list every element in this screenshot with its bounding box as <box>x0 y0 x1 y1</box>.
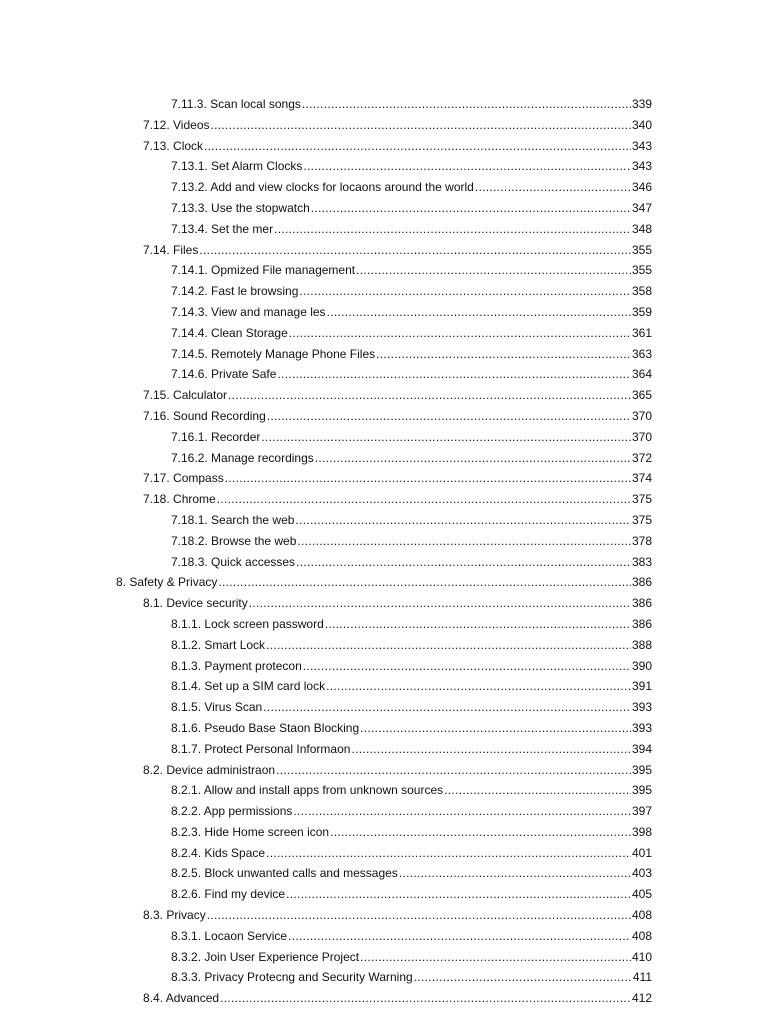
toc-entry-title: 7.16.2. Manage recordings <box>171 450 314 465</box>
toc-entry-title: 7.18.3. Quick accesses <box>171 554 296 569</box>
toc-entry[interactable] <box>0 240 768 261</box>
toc-page-number: 410 <box>631 949 652 964</box>
toc-page-number: 411 <box>632 970 652 985</box>
toc-page-number: 347 <box>631 200 652 215</box>
toc-entry[interactable] <box>0 656 768 677</box>
toc-entry-title: 7.17. Compass <box>143 471 224 486</box>
toc-entry-title: 8.1. Device security <box>143 596 248 611</box>
toc-dot-leader <box>414 967 632 988</box>
toc-page-number: 393 <box>631 700 652 715</box>
toc-entry[interactable] <box>0 780 768 801</box>
toc-page-number: 363 <box>631 346 652 361</box>
toc-entry-title: 8.2.5. Block unwanted calls and messages <box>171 866 398 881</box>
toc-page-number: 361 <box>631 325 652 340</box>
toc-entry[interactable] <box>0 94 768 115</box>
toc-entry-title: 7.13.2. Add and view clocks for locaons around the world <box>171 180 474 195</box>
toc-page-number: 386 <box>631 616 652 631</box>
toc-entry[interactable] <box>0 884 768 905</box>
toc-page-number: 391 <box>631 679 652 694</box>
toc-page-number: 340 <box>631 117 652 132</box>
toc-entry[interactable] <box>0 614 768 635</box>
toc-dot-leader <box>356 260 631 281</box>
toc-entry[interactable] <box>0 302 768 323</box>
toc-dot-leader <box>296 552 631 573</box>
toc-page-number: 408 <box>631 908 652 923</box>
toc-page-number: 378 <box>631 533 652 548</box>
toc-entry-title: 7.16.1. Recorder <box>171 429 261 444</box>
toc-entry-title: 8.1.6. Pseudo Base Staon Blocking <box>171 720 360 735</box>
toc-entry[interactable] <box>0 136 768 157</box>
toc-entry[interactable] <box>0 739 768 760</box>
toc-entry[interactable] <box>0 219 768 240</box>
toc-dot-leader <box>225 468 631 489</box>
toc-entry-title: 8.1.5. Virus Scan <box>171 700 263 715</box>
toc-entry-title: 7.14. Files <box>143 242 199 257</box>
toc-entry-title: 8.3.2. Join User Experience Project <box>171 949 360 964</box>
toc-dot-leader <box>204 136 631 157</box>
toc-entry-title: 8.2. Device administraon <box>143 762 276 777</box>
toc-entry[interactable] <box>0 926 768 947</box>
toc-entry[interactable] <box>0 676 768 697</box>
toc-entry-title: 7.14.1. Opmized File management <box>171 263 356 278</box>
toc-entry[interactable] <box>0 635 768 656</box>
toc-page-number: 401 <box>631 845 652 860</box>
table-of-contents <box>0 94 768 1009</box>
toc-entry[interactable] <box>0 801 768 822</box>
toc-page-number: 395 <box>631 783 652 798</box>
toc-page-number: 375 <box>631 512 652 527</box>
toc-page-number: 339 <box>631 97 652 111</box>
toc-dot-leader <box>293 801 631 822</box>
toc-entry-title: 7.13. Clock <box>143 138 204 153</box>
toc-page-number: 348 <box>631 221 652 236</box>
toc-entry-title: 7.13.4. Set the mer <box>171 221 274 236</box>
toc-entry[interactable] <box>0 364 768 385</box>
toc-page-number: 412 <box>631 991 652 1006</box>
toc-dot-leader <box>302 94 631 115</box>
toc-entry-title: 7.12. Videos <box>143 117 210 132</box>
toc-dot-leader <box>218 572 631 593</box>
toc-entry[interactable] <box>0 572 768 593</box>
toc-entry-title: 8.1.2. Smart Lock <box>171 637 266 652</box>
toc-dot-leader <box>267 406 631 427</box>
toc-page-number: 403 <box>631 866 652 881</box>
toc-dot-leader <box>289 323 631 344</box>
toc-entry[interactable] <box>0 510 768 531</box>
toc-entry-title: 7.13.3. Use the stopwatch <box>171 200 310 215</box>
toc-page-number: 343 <box>631 159 652 174</box>
toc-entry-title: 7.14.3. View and manage les <box>171 304 326 319</box>
toc-entry-title: 7.13.1. Set Alarm Clocks <box>171 159 303 174</box>
toc-entry-title: 8.1.4. Set up a SIM card lock <box>171 679 326 694</box>
toc-dot-leader <box>327 302 631 323</box>
toc-dot-leader <box>326 676 631 697</box>
toc-dot-leader <box>261 427 631 448</box>
toc-page-number: 395 <box>631 762 652 777</box>
toc-dot-leader <box>220 988 631 1009</box>
toc-entry-title: 8. Safety & Privacy <box>116 575 218 590</box>
toc-dot-leader <box>376 344 631 365</box>
toc-entry[interactable] <box>0 718 768 739</box>
toc-entry-title: 8.2.1. Allow and install apps from unknown sources <box>171 783 444 798</box>
toc-dot-leader <box>360 718 631 739</box>
toc-page-number: 386 <box>631 575 652 590</box>
toc-entry-title: 7.14.4. Clean Storage <box>171 325 288 340</box>
toc-dot-leader <box>360 947 631 968</box>
toc-page-number: 390 <box>631 658 652 673</box>
toc-dot-leader <box>211 115 631 136</box>
toc-page-number: 393 <box>631 720 652 735</box>
toc-entry[interactable] <box>0 260 768 281</box>
toc-dot-leader <box>399 863 631 884</box>
toc-entry-title: 8.3.3. Privacy Protecng and Security Warning <box>171 970 413 985</box>
toc-entry[interactable] <box>0 905 768 926</box>
toc-entry[interactable] <box>0 697 768 718</box>
toc-entry-title: 7.14.2. Fast le browsing <box>171 284 299 299</box>
toc-dot-leader <box>444 780 631 801</box>
toc-dot-leader <box>199 240 631 261</box>
toc-dot-leader <box>263 697 631 718</box>
toc-entry-title: 8.2.2. App permissions <box>171 804 293 819</box>
toc-entry[interactable] <box>0 489 768 510</box>
toc-dot-leader <box>207 905 631 926</box>
toc-entry[interactable] <box>0 863 768 884</box>
toc-entry-title: 8.1.7. Protect Personal Informaon <box>171 741 351 756</box>
toc-page-number: 359 <box>631 304 652 319</box>
toc-page-number: 397 <box>631 804 652 819</box>
toc-entry-title: 8.1.3. Payment protecon <box>171 658 302 673</box>
toc-entry-title: 7.16. Sound Recording <box>143 408 266 423</box>
toc-page-number: 370 <box>631 429 652 444</box>
toc-entry[interactable] <box>0 177 768 198</box>
toc-page-number: 372 <box>631 450 652 465</box>
toc-page-number: 374 <box>631 471 652 486</box>
toc-entry[interactable] <box>0 198 768 219</box>
toc-entry-title: 8.2.4. Kids Space <box>171 845 266 860</box>
toc-entry-title: 8.3. Privacy <box>143 908 206 923</box>
toc-entry[interactable] <box>0 323 768 344</box>
toc-dot-leader <box>228 385 631 406</box>
toc-entry[interactable] <box>0 552 768 573</box>
toc-dot-leader <box>475 177 631 198</box>
toc-entry[interactable] <box>0 593 768 614</box>
toc-entry[interactable] <box>0 115 768 136</box>
toc-page-number: 388 <box>631 637 652 652</box>
toc-page-number: 346 <box>631 180 652 195</box>
toc-page-number: 355 <box>631 242 652 257</box>
toc-entry-title: 7.14.5. Remotely Manage Phone Files <box>171 346 376 361</box>
toc-dot-leader <box>299 281 631 302</box>
toc-entry-title: 7.11.3. Scan local songs <box>171 97 301 111</box>
toc-entry-title: 7.18. Chrome <box>143 492 216 507</box>
toc-dot-leader <box>266 843 631 864</box>
toc-page-number: 355 <box>631 263 652 278</box>
toc-dot-leader <box>325 614 631 635</box>
toc-entry-title: 7.18.2. Browse the web <box>171 533 297 548</box>
toc-page-number: 405 <box>631 887 652 902</box>
toc-entry[interactable] <box>0 344 768 365</box>
toc-dot-leader <box>217 489 631 510</box>
toc-entry-title: 8.2.6. Find my device <box>171 887 286 902</box>
toc-dot-leader <box>303 656 631 677</box>
toc-page-number: 398 <box>631 824 652 839</box>
toc-page-number: 375 <box>631 492 652 507</box>
toc-entry[interactable] <box>0 760 768 781</box>
toc-entry-title: 7.15. Calculator <box>143 388 228 403</box>
toc-entry-title: 8.1.1. Lock screen password <box>171 616 324 631</box>
toc-entry[interactable] <box>0 156 768 177</box>
toc-entry[interactable] <box>0 281 768 302</box>
toc-entry[interactable] <box>0 843 768 864</box>
toc-entry-title: 8.2.3. Hide Home screen icon <box>171 824 330 839</box>
toc-dot-leader <box>266 635 631 656</box>
toc-page-number: 370 <box>631 408 652 423</box>
toc-dot-leader <box>351 739 631 760</box>
toc-dot-leader <box>274 219 631 240</box>
toc-page-number: 365 <box>631 388 652 403</box>
toc-dot-leader <box>288 926 631 947</box>
toc-dot-leader <box>297 531 631 552</box>
toc-page-number: 386 <box>631 596 652 611</box>
toc-dot-leader <box>303 156 631 177</box>
toc-dot-leader <box>295 510 631 531</box>
toc-entry[interactable] <box>0 947 768 968</box>
toc-entry[interactable] <box>0 822 768 843</box>
toc-page-number: 394 <box>631 741 652 756</box>
toc-entry[interactable] <box>0 406 768 427</box>
toc-entry-title: 8.4. Advanced <box>143 991 220 1006</box>
toc-dot-leader <box>330 822 631 843</box>
toc-entry[interactable] <box>0 427 768 448</box>
toc-entry[interactable] <box>0 468 768 489</box>
toc-entry[interactable] <box>0 988 768 1009</box>
toc-entry[interactable] <box>0 448 768 469</box>
toc-page-number: 383 <box>631 554 652 569</box>
toc-entry[interactable] <box>0 967 768 988</box>
toc-page-number: 343 <box>631 138 652 153</box>
toc-dot-leader <box>276 760 631 781</box>
toc-page-number: 358 <box>631 284 652 299</box>
toc-dot-leader <box>286 884 631 905</box>
toc-entry[interactable] <box>0 385 768 406</box>
toc-dot-leader <box>277 364 631 385</box>
toc-dot-leader <box>311 198 631 219</box>
toc-entry-title: 8.3.1. Locaon Service <box>171 928 288 943</box>
toc-entry-title: 7.18.1. Search the web <box>171 512 295 527</box>
toc-page-number: 408 <box>631 928 652 943</box>
toc-entry-title: 7.14.6. Private Safe <box>171 367 277 382</box>
toc-page-number: 364 <box>631 367 652 382</box>
toc-dot-leader <box>249 593 631 614</box>
toc-entry[interactable] <box>0 531 768 552</box>
toc-dot-leader <box>315 448 631 469</box>
